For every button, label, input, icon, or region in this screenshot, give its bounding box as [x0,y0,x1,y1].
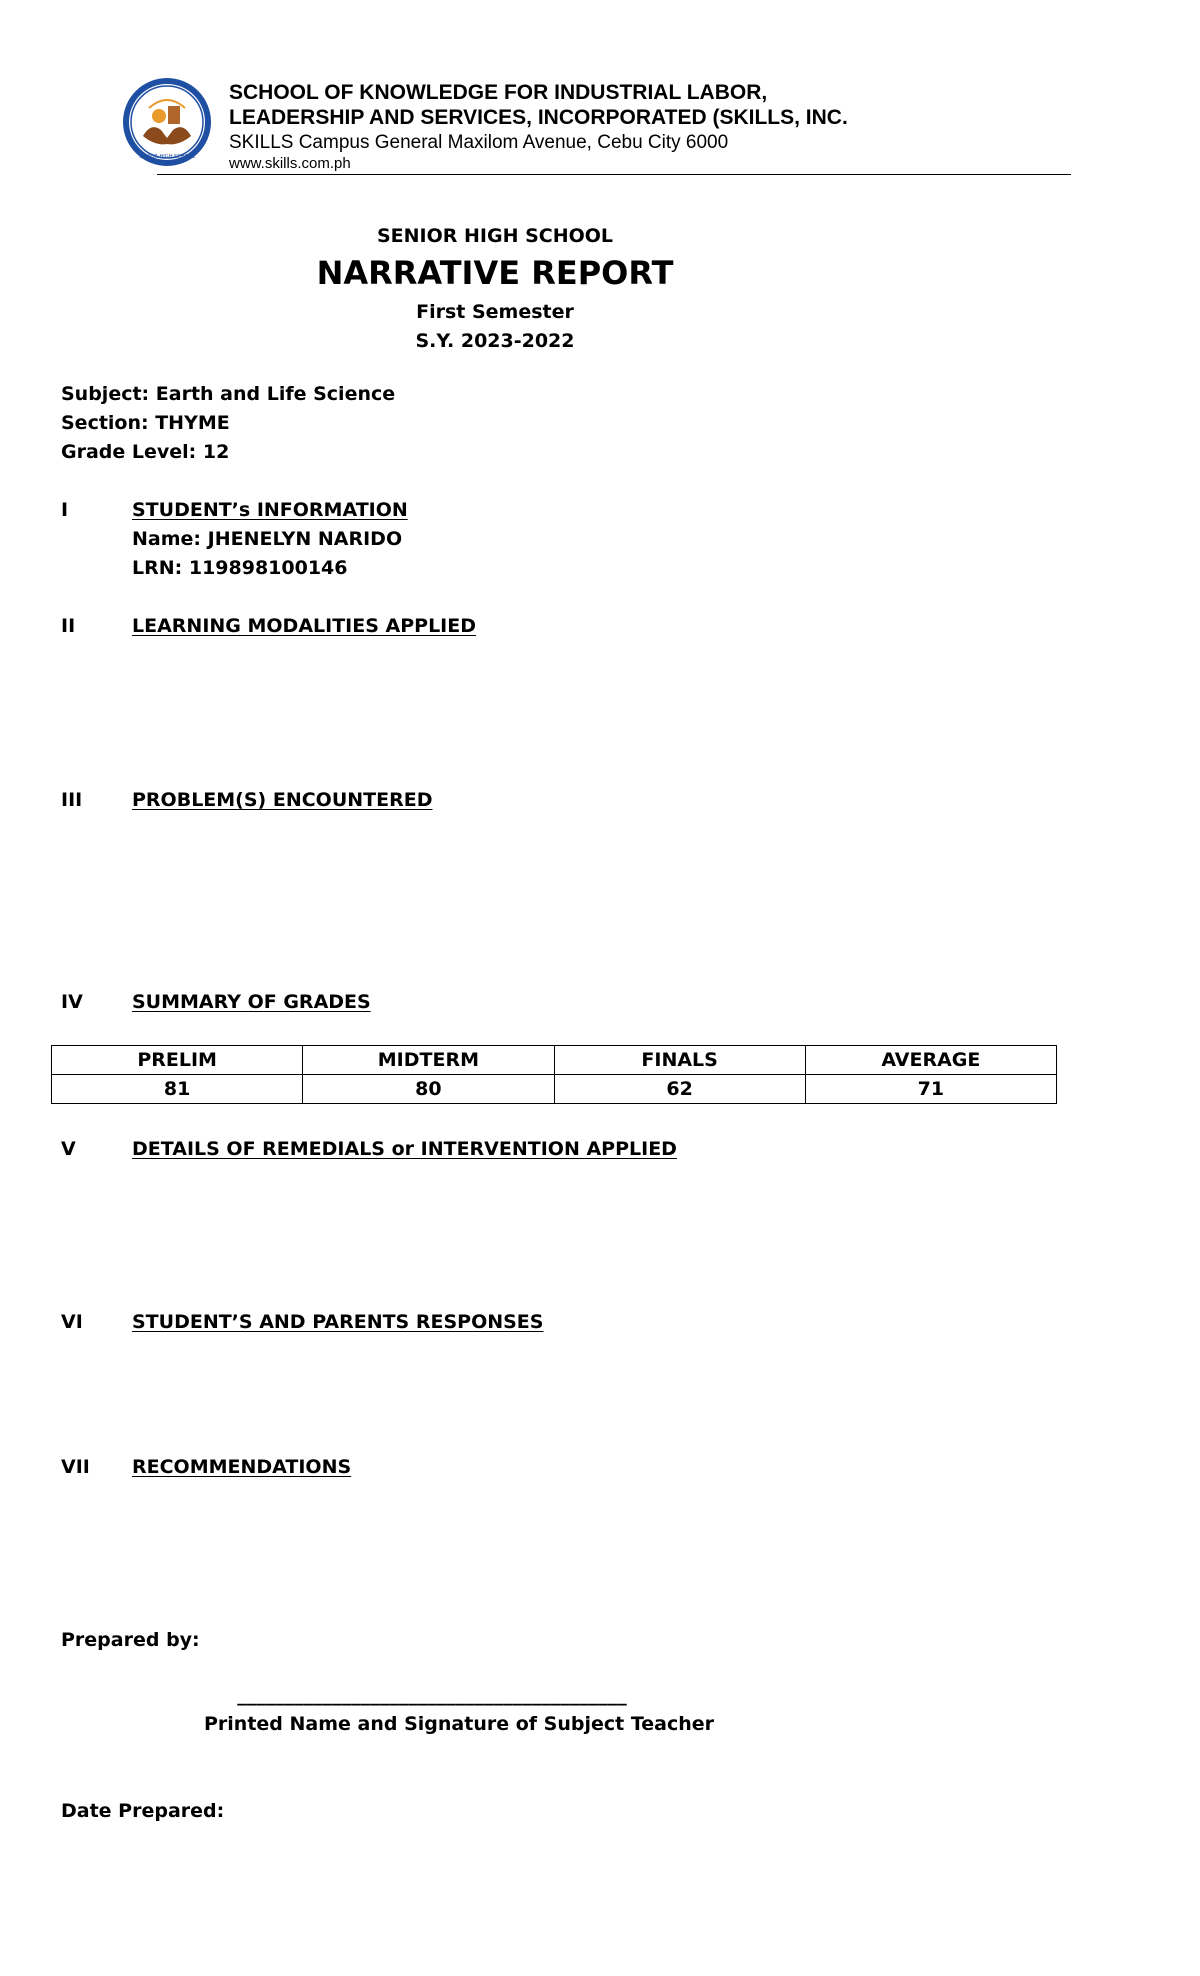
school-name-line2: LEADERSHIP AND SERVICES, INCORPORATED (SKILLS, INC. [229,106,848,129]
section-title-student-information: STUDENT’s INFORMATION [132,499,408,521]
grade-prelim-value: 81 [52,1075,303,1104]
section-title-problems-encountered: PROBLEM(S) ENCOUNTERED [132,789,433,811]
subject-label: Subject: Earth and Life Science [61,383,396,405]
section-number-iii: III [61,789,83,811]
grade-finals-value: 62 [554,1075,805,1104]
signature-line: _________________________________________ [237,1684,627,1706]
school-name-line1: SCHOOL OF KNOWLEDGE FOR INDUSTRIAL LABOR, [229,81,768,104]
grades-header-midterm: MIDTERM [303,1046,554,1075]
section-title-recommendations: RECOMMENDATIONS [132,1456,352,1478]
seal-outer-ring [123,78,211,166]
prepared-by-label: Prepared by: [61,1629,200,1651]
student-name: Name: JHENELYN NARIDO [132,528,403,550]
department-heading: SENIOR HIGH SCHOOL [376,225,614,247]
grades-table [51,1045,1057,1104]
grade-average-value: 71 [805,1075,1056,1104]
grades-header-row [52,1046,1057,1075]
seal-caption: SENIOR HIGH SCHOOL [138,154,196,160]
school-address: SKILLS Campus General Maxilom Avenue, Cebu City 6000 [229,132,729,153]
report-title: NARRATIVE REPORT [316,254,674,292]
grades-header-finals: FINALS [554,1046,805,1075]
section-number-vi: VI [61,1311,83,1333]
date-prepared-label: Date Prepared: [61,1800,225,1822]
signature-caption: Printed Name and Signature of Subject Teacher [204,1713,715,1735]
section-number-iv: IV [61,991,83,1013]
grades-header-prelim: PRELIM [52,1046,303,1075]
student-lrn: LRN: 119898100146 [132,557,348,579]
section-title-responses: STUDENT’S AND PARENTS RESPONSES [132,1311,544,1333]
section-title-summary-of-grades: SUMMARY OF GRADES [132,991,371,1013]
grades-value-row [52,1075,1057,1104]
section-number-v: V [61,1138,76,1160]
grade-midterm-value: 80 [303,1075,554,1104]
grades-header-average: AVERAGE [805,1046,1056,1075]
section-title-remedials: DETAILS OF REMEDIALS or INTERVENTION APPLIED [132,1138,677,1160]
section-number-vii: VII [61,1456,90,1478]
school-seal-logo [121,72,213,172]
section-label: Section: THYME [61,412,230,434]
grade-level-label: Grade Level: 12 [61,441,230,463]
section-number-i: I [61,499,69,521]
school-website: www.skills.com.ph [229,155,351,172]
section-title-learning-modalities: LEARNING MODALITIES APPLIED [132,615,477,637]
school-year-label: S.Y. 2023-2022 [415,330,575,352]
semester-label: First Semester [416,301,574,323]
section-number-ii: II [61,615,76,637]
letterhead-rule [157,174,1071,175]
